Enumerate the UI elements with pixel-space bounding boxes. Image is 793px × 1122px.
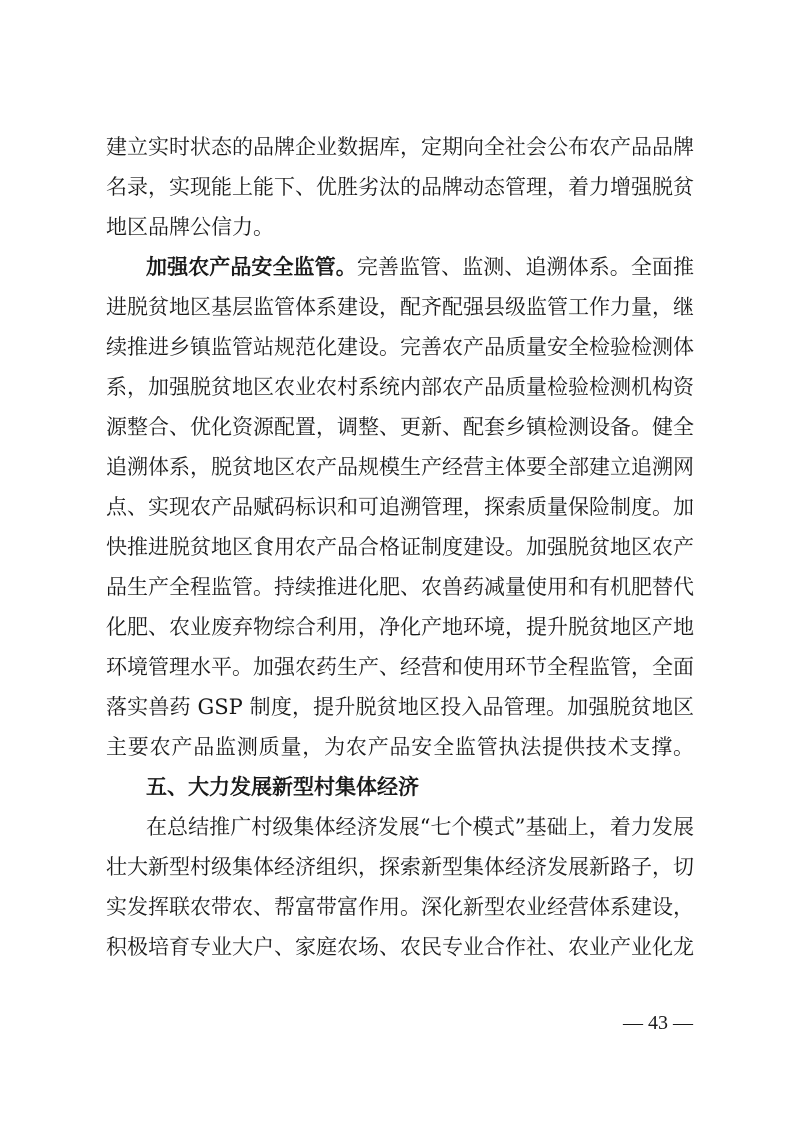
text-line: 点、实现农产品赋码标识和可追溯管理，探索质量保险制度。加 [106, 495, 694, 519]
text-line: 化肥、农业废弃物综合利用，净化产地环境，提升脱贫地区产地 [106, 615, 694, 639]
text-line: 壮大新型村级集体经济组织，探索新型集体经济发展新路子，切 [106, 855, 694, 879]
section-heading: 五、大力发展新型村集体经济 [146, 774, 419, 799]
text-line: 环境管理水平。加强农药生产、经营和使用环节全程监管，全面 [106, 655, 694, 679]
text-line: 续推进乡镇监管站规范化建设。完善农产品质量安全检验检测体 [106, 335, 694, 359]
text-line: 在总结推广村级集体经济发展“七个模式”基础上，着力发展 [146, 815, 694, 839]
text-line: 进脱贫地区基层监管体系建设，配齐配强县级监管工作力量，继 [106, 295, 694, 319]
paragraph-lead-line [106, 247, 694, 287]
text-line: 主要农产品监测质量，为农产品安全监管执法提供技术支撑。 [106, 735, 694, 759]
bold-lead: 加强农产品安全监管。 [146, 254, 357, 279]
text-line: 品生产全程监管。持续推进化肥、农兽药减量使用和有机肥替代 [106, 575, 694, 599]
text-line: 名录，实现能上能下、优胜劣汰的品牌动态管理，着力增强脱贫 [106, 175, 694, 199]
page-number: — 43 — [623, 1012, 693, 1034]
text-line: 快推进脱贫地区食用农产品合格证制度建设。加强脱贫地区农产 [106, 535, 694, 559]
text-line: 落实兽药 GSP 制度，提升脱贫地区投入品管理。加强脱贫地区 [106, 695, 694, 719]
document-body [106, 127, 694, 967]
text-line: 积极培育专业大户、家庭农场、农民专业合作社、农业产业化龙 [106, 935, 694, 959]
text-line: 地区品牌公信力。 [106, 215, 274, 239]
text-line: 追溯体系，脱贫地区农产品规模生产经营主体要全部建立追溯网 [106, 455, 694, 479]
text-line: 建立实时状态的品牌企业数据库，定期向全社会公布农产品品牌 [106, 135, 694, 159]
text-segment: 完善监管、监测、追溯体系。全面推 [356, 255, 695, 279]
text-line: 源整合、优化资源配置，调整、更新、配套乡镇检测设备。健全 [106, 415, 694, 439]
text-line: 系，加强脱贫地区农业农村系统内部农产品质量检验检测机构资 [106, 375, 694, 399]
text-line: 实发挥联农带农、帮富带富作用。深化新型农业经营体系建设， [106, 895, 694, 919]
